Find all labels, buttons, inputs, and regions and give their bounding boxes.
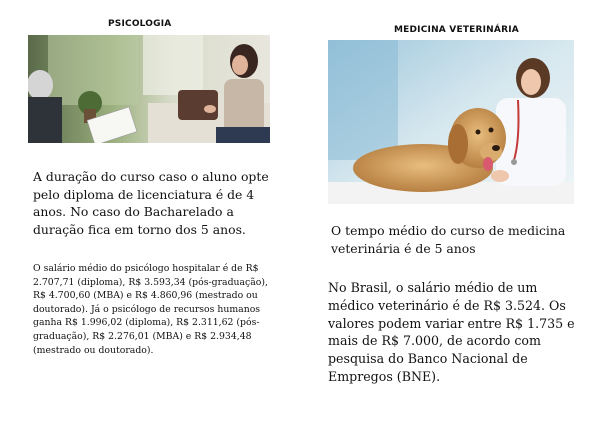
medicina-veterinaria-heading: MEDICINA VETERINÁRIA [394, 25, 519, 35]
psicologia-salary-text: O salário médio do psicólogo hospitalar é de R$ 2.707,71 (diploma), R$ 3.593,34 (pós-graduação), R$ 4.700,60 (MBA) e R$ 4.860,96 (mestrado ou doutorado). Já o psicólogo de recursos humanos ganha R$ 1.996,02 (diploma), R$ 2.311,62 (pós-graduação), R$ 2.276,01 (MBA) e R$ 2.934,48 (mestrado ou doutorado). [33, 263, 268, 356]
veterinarian-with-dog-photo [328, 40, 574, 204]
veterinaria-duration-text: O tempo médio do curso de medicina veterinária é de 5 anos [331, 223, 566, 256]
veterinaria-salary-text: No Brasil, o salário médio de um médico veterinário é de R$ 3.524. Os valores podem variar entre R$ 1.735 e mais de R$ 7.000, de acordo com pesquisa do Banco Nacional de Empregos (BNE). [328, 280, 575, 384]
psicologia-duration-text: A duração do curso caso o aluno opte pelo diploma de licenciatura é de 4 anos. No caso do Bacharelado a duração fica em torno dos 5 anos. [33, 169, 269, 237]
therapy-session-photo [28, 35, 270, 143]
medicina-veterinaria-column [300, 0, 600, 424]
psicologia-heading: PSICOLOGIA [108, 19, 172, 29]
